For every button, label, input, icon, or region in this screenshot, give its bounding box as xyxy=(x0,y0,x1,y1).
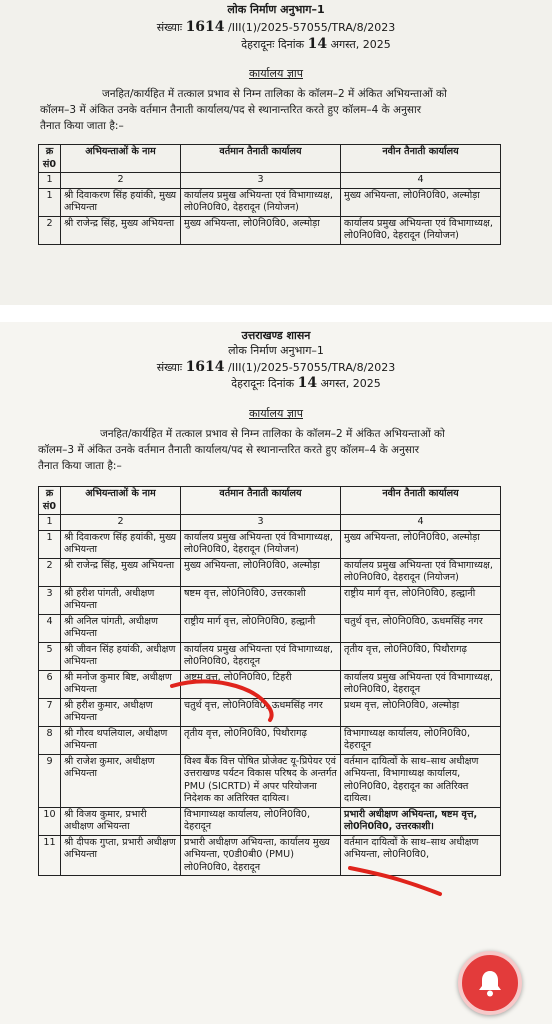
para-line: जनहित/कार्यहित में तत्काल प्रभाव से निम्न तालिका के कॉलम–2 में अंकित अभियन्ताओं को xyxy=(100,428,445,440)
column-number: 3 xyxy=(181,515,341,531)
column-header: वर्तमान तैनाती कार्यालय xyxy=(181,145,341,173)
new-posting: प्रभारी अधीक्षण अभियन्ता, षष्टम वृत्त, लो0नि0वि0, उत्तरकाशी। xyxy=(341,807,501,835)
new-posting: कार्यालय प्रमुख अभियन्ता एवं विभागाध्यक्ष, लो0नि0वि0, देहरादून xyxy=(341,670,501,698)
column-number: 2 xyxy=(61,515,181,531)
notification-bell-button[interactable] xyxy=(458,951,522,1015)
government-heading: उत्तराखण्ड शासन xyxy=(241,329,311,342)
date-suffix: अगस्त, 2025 xyxy=(330,38,391,51)
table-row xyxy=(39,216,501,244)
current-posting: प्रभारी अधीक्षण अभियन्ता, कार्यालय मुख्य अभियन्ता, ए0डी0बी0 (PMU) लो0नि0वि0, देहरादून xyxy=(181,835,341,876)
bell-icon xyxy=(476,968,504,998)
current-posting: विश्व बैंक वित्त पोषित प्रोजेक्ट यू-प्रिपेयर एवं उत्तराखण्ड पर्यटन विकास परिषद के अन्तर्गत PMU (SICRTD) में अपर परियोजना निदेशक का अतिरिक्त दायित्व। xyxy=(181,754,341,807)
engineer-name: श्री मनोज कुमार बिष्ट, अधीक्षण अभियन्ता xyxy=(61,670,181,698)
number-prefix: संख्याः xyxy=(156,361,183,374)
engineer-name: श्री हरीश कुमार, अधीक्षण अभियन्ता xyxy=(61,698,181,726)
column-header: नवीन तैनाती कार्यालय xyxy=(341,487,501,515)
date-prefix: देहरादूनः दिनांक xyxy=(231,377,295,390)
photo-separator xyxy=(0,305,552,322)
row-number: 8 xyxy=(39,726,61,754)
column-header: क्र सं0 xyxy=(39,487,61,515)
engineer-name: श्री दिवाकरण सिंह हयांकी, मुख्य अभियन्ता xyxy=(61,188,181,216)
new-posting: तृतीय वृत्त, लो0नि0वि0, पिथौरागढ़ xyxy=(341,642,501,670)
new-posting: कार्यालय प्रमुख अभियन्ता एवं विभागाध्यक्ष, लो0नि0वि0, देहरादून (नियोजन) xyxy=(341,558,501,586)
current-posting: षष्टम वृत्त, लो0नि0वि0, उत्तरकाशी xyxy=(181,586,341,614)
current-posting: अष्टम वृत्त, लो0नि0वि0, टिहरी xyxy=(181,670,341,698)
current-posting: राष्ट्रीय मार्ग वृत्त, लो0नि0वि0, हल्द्वानी xyxy=(181,614,341,642)
para-line: तैनात किया जाता है:– xyxy=(38,460,122,472)
date-suffix: अगस्त, 2025 xyxy=(320,377,381,390)
column-header: क्र सं0 xyxy=(39,145,61,173)
column-number: 3 xyxy=(181,173,341,189)
table-row xyxy=(39,188,501,216)
engineer-name: श्री दीपक गुप्ता, प्रभारी अधीक्षण अभियन्ता xyxy=(61,835,181,876)
date-handwritten: 14 xyxy=(297,375,318,391)
row-number: 11 xyxy=(39,835,61,876)
current-posting: कार्यालय प्रमुख अभियन्ता एवं विभागाध्यक्ष, लो0नि0वि0, देहरादून (नियोजन) xyxy=(181,188,341,216)
engineer-name: श्री राजेन्द्र सिंह, मुख्य अभियन्ता xyxy=(61,558,181,586)
document-photo-top xyxy=(0,0,552,305)
date-prefix: देहरादूनः दिनांक xyxy=(241,38,305,51)
column-number: 1 xyxy=(39,515,61,531)
engineer-name: श्री राजेन्द्र सिंह, मुख्य अभियन्ता xyxy=(61,216,181,244)
engineer-name: श्री दिवाकरण सिंह हयांकी, मुख्य अभियन्ता xyxy=(61,530,181,558)
new-posting: कार्यालय प्रमुख अभियन्ता एवं विभागाध्यक्ष, लो0नि0वि0, देहरादून (नियोजन) xyxy=(341,216,501,244)
table-header-row xyxy=(39,145,501,173)
column-header: वर्तमान तैनाती कार्यालय xyxy=(181,487,341,515)
current-posting: मुख्य अभियन्ता, लो0नि0वि0, अल्मोड़ा xyxy=(181,558,341,586)
column-number: 1 xyxy=(39,173,61,189)
new-posting: मुख्य अभियन्ता, लो0नि0वि0, अल्मोड़ा xyxy=(341,530,501,558)
para-line: कॉलम–3 में अंकित उनके वर्तमान तैनाती कार्यालय/पद से स्थानान्तरित करते हुए कॉलम–4 के अनुसार xyxy=(40,104,422,116)
row-number: 5 xyxy=(39,642,61,670)
column-header: नवीन तैनाती कार्यालय xyxy=(341,145,501,173)
row-number: 10 xyxy=(39,807,61,835)
transfer-table-top xyxy=(38,144,501,245)
document-photo-full xyxy=(0,322,552,1024)
pen-marks xyxy=(0,322,552,1024)
current-posting: कार्यालय प्रमुख अभियन्ता एवं विभागाध्यक्ष, लो0नि0वि0, देहरादून xyxy=(181,642,341,670)
memo-title: कार्यालय ज्ञाप xyxy=(248,407,303,420)
engineer-name: श्री राजेश कुमार, अधीक्षण अभियन्ता xyxy=(61,754,181,807)
column-number-row xyxy=(39,173,501,189)
row-number: 3 xyxy=(39,586,61,614)
new-posting: प्रथम वृत्त, लो0नि0वि0, अल्मोड़ा xyxy=(341,698,501,726)
order-number xyxy=(0,19,552,35)
new-posting: चतुर्थ वृत्त, लो0नि0वि0, ऊधमसिंह नगर xyxy=(341,614,501,642)
row-number: 2 xyxy=(39,558,61,586)
row-number: 9 xyxy=(39,754,61,807)
engineer-name: श्री गौरव थपलियाल, अधीक्षण अभियन्ता xyxy=(61,726,181,754)
memo-title: कार्यालय ज्ञाप xyxy=(248,67,303,80)
column-number: 4 xyxy=(341,173,501,189)
current-posting: विभागाध्यक्ष कार्यालय, लो0नि0वि0, देहरादून xyxy=(181,807,341,835)
engineer-name: श्री जीवन सिंह हयांकी, अधीक्षण अभियन्ता xyxy=(61,642,181,670)
column-header: अभियन्ताओं के नाम xyxy=(61,487,181,515)
new-posting: वर्तमान दायित्वों के साथ–साथ अधीक्षण अभियन्ता, लो0नि0वि0, xyxy=(341,835,501,876)
row-number: 1 xyxy=(39,188,61,216)
order-date xyxy=(40,36,552,52)
column-number: 2 xyxy=(61,173,181,189)
para-line: कॉलम–3 में अंकित उनके वर्तमान तैनाती कार्यालय/पद से स्थानान्तरित करते हुए कॉलम–4 के अनुसार xyxy=(38,444,420,456)
row-number: 2 xyxy=(39,216,61,244)
current-posting: चतुर्थ वृत्त, लो0नि0वि0, ऊधमसिंह नगर xyxy=(181,698,341,726)
engineer-name: श्री अनिल पांगती, अधीक्षण अभियन्ता xyxy=(61,614,181,642)
column-number: 4 xyxy=(341,515,501,531)
new-posting: राष्ट्रीय मार्ग वृत्त, लो0नि0वि0, हल्द्वानी xyxy=(341,586,501,614)
row-number: 7 xyxy=(39,698,61,726)
row-number: 4 xyxy=(39,614,61,642)
current-posting: कार्यालय प्रमुख अभियन्ता एवं विभागाध्यक्ष, लो0नि0वि0, देहरादून (नियोजन) xyxy=(181,530,341,558)
number-suffix: /III(1)/2025-57055/TRA/8/2023 xyxy=(228,21,396,34)
engineer-name: श्री हरीश पांगती, अधीक्षण अभियन्ता xyxy=(61,586,181,614)
department-heading: लोक निर्माण अनुभाग–1 xyxy=(227,3,325,16)
current-posting: मुख्य अभियन्ता, लो0नि0वि0, अल्मोड़ा xyxy=(181,216,341,244)
engineer-name: श्री विजय कुमार, प्रभारी अधीक्षण अभियन्ता xyxy=(61,807,181,835)
para-line: तैनात किया जाता है:– xyxy=(40,120,124,132)
number-prefix: संख्याः xyxy=(156,21,183,34)
para-line: जनहित/कार्यहित में तत्काल प्रभाव से निम्न तालिका के कॉलम–2 में अंकित अभियन्ताओं को xyxy=(102,88,447,100)
pen-underline-row9 xyxy=(350,868,440,894)
row-number: 6 xyxy=(39,670,61,698)
department-heading: लोक निर्माण अनुभाग–1 xyxy=(228,344,324,357)
new-posting: वर्तमान दायित्वों के साथ–साथ अधीक्षण अभियन्ता, विभागाध्यक्ष कार्यालय, लो0नि0वि0, देहरादून का अतिरिक्त दायित्व। xyxy=(341,754,501,807)
memo-paragraph xyxy=(40,86,530,134)
new-posting: विभागाध्यक्ष कार्यालय, लो0नि0वि0, देहरादून xyxy=(341,726,501,754)
column-header: अभियन्ताओं के नाम xyxy=(61,145,181,173)
number-suffix: /III(1)/2025-57055/TRA/8/2023 xyxy=(228,361,396,374)
new-posting: मुख्य अभियन्ता, लो0नि0वि0, अल्मोड़ा xyxy=(341,188,501,216)
number-handwritten: 1614 xyxy=(185,359,225,375)
date-handwritten: 14 xyxy=(307,36,328,52)
pen-underline-row4 xyxy=(172,681,272,720)
row-number: 1 xyxy=(39,530,61,558)
number-handwritten: 1614 xyxy=(185,19,225,35)
current-posting: तृतीय वृत्त, लो0नि0वि0, पिथौरागढ़ xyxy=(181,726,341,754)
